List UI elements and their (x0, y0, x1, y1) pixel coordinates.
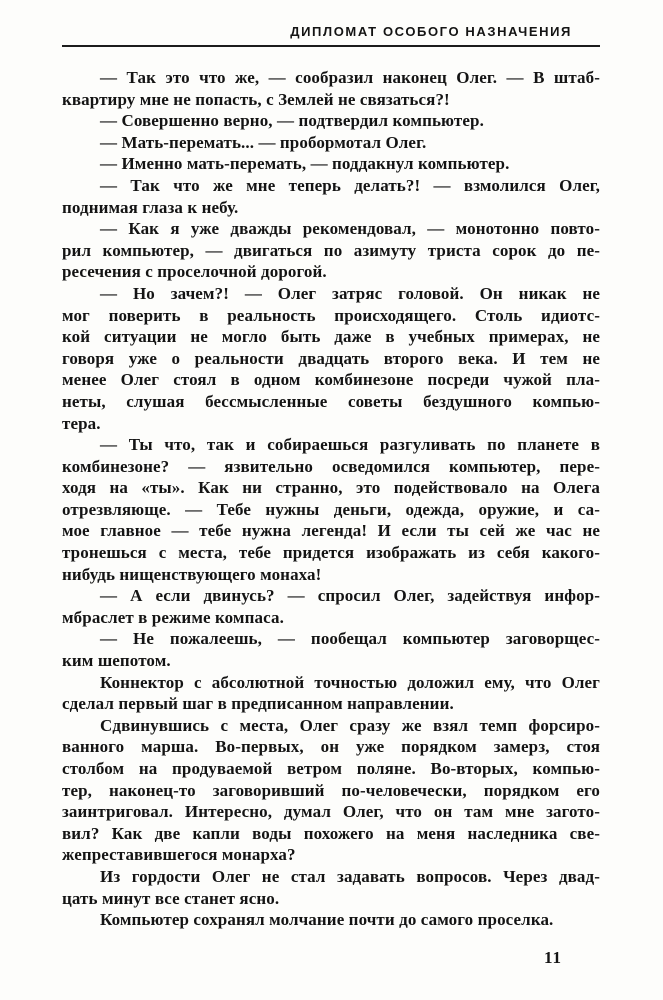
text-line: — Совершенно верно, — подтвердил компьютер. (100, 111, 484, 131)
text-line: заинтриговал. Интересно, думал Олег, что он там мне загото- (62, 802, 600, 822)
text-line: — Именно мать-перемать, — поддакнул компьютер. (100, 154, 510, 174)
text-line: говоря уже о реальности двадцать второго века. И тем не (62, 348, 600, 368)
text-line: отрезвляюще. — Тебе нужны деньги, одежда, оружие, и са- (62, 499, 600, 519)
running-header-title: ДИПЛОМАТ ОСОБОГО НАЗНАЧЕНИЯ (290, 24, 572, 39)
text-line: — Как я уже дважды рекомендовал, — монотонно повто- (100, 219, 600, 239)
paragraph (62, 628, 600, 671)
text-line: нибудь нищенствующего монаха! (62, 564, 322, 584)
paragraph (62, 67, 600, 110)
text-line: мог поверить в реальность происходящего. Столь идиотс- (62, 305, 600, 325)
text-line: вил? Как две капли воды похожего на меня наследника све- (62, 823, 600, 843)
text-line: — Так что же мне теперь делать?! — взмолился Олег, (100, 175, 600, 195)
paragraph (62, 909, 600, 931)
text-line: ресечения с проселочной дорогой. (62, 262, 327, 282)
text-line: Сдвинувшись с места, Олег сразу же взял темп форсиро- (100, 715, 600, 735)
text-line: — Ты что, так и собираешься разгуливать по планете в (100, 435, 600, 455)
text-line: цать минут все станет ясно. (62, 888, 280, 908)
text-line: неты, слушая бессмысленные советы бездушного компью- (62, 391, 600, 411)
paragraph (62, 218, 600, 283)
text-line: менее Олег стоял в одном комбинезоне посреди чужой пла- (62, 370, 600, 390)
text-line: мбраслет в режиме компаса. (62, 607, 284, 627)
text-line: ким шепотом. (62, 651, 171, 671)
paragraph (62, 866, 600, 909)
text-line: поднимая глаза к небу. (62, 197, 239, 217)
text-line: ходя на «ты». Как ни странно, это подействовало на Олега (62, 478, 600, 498)
header-rule (62, 45, 600, 47)
text-line: ванного марша. Во-первых, он уже порядком замерз, стоя (62, 737, 600, 757)
text-line: сделал первый шаг в предписанном направлении. (62, 694, 454, 714)
page-body (62, 67, 600, 931)
text-line: Компьютер сохранял молчание почти до самого проселка. (100, 910, 554, 930)
page-number: 11 (543, 947, 562, 967)
paragraph (62, 715, 600, 866)
text-line: жепреставившегося монарха? (62, 845, 296, 865)
text-line: тер, наконец-то заговоривший по-человечески, порядком его (62, 780, 600, 800)
paragraph (62, 585, 600, 628)
paragraph (62, 283, 600, 434)
text-line: мое главное — тебе нужна легенда! И если ты сей же час не (62, 521, 600, 541)
text-line: кой ситуации не могло быть даже в учебных примерах, не (62, 327, 600, 347)
text-line: Из гордости Олег не стал задавать вопросов. Через двад- (100, 866, 600, 886)
running-header (62, 24, 600, 47)
text-line: Коннектор с абсолютной точностью доложил ему, что Олег (100, 672, 600, 692)
text-line: столбом на продуваемой ветром поляне. Во-вторых, компью- (62, 759, 600, 778)
paragraph (62, 175, 600, 218)
text-line: — Мать-перемать... — пробормотал Олег. (100, 132, 427, 152)
text-line: — Так это что же, — сообразил наконец Олег. — В штаб- (100, 68, 600, 87)
paragraph (62, 153, 600, 175)
paragraph (62, 672, 600, 715)
text-line: тронешься с места, тебе придется изображать из себя какого- (62, 543, 600, 563)
paragraph (62, 110, 600, 132)
text-line: квартиру мне не попасть, с Землей не связаться?! (62, 89, 450, 109)
text-line: тера. (62, 413, 101, 433)
paragraph (62, 434, 600, 585)
paragraph (62, 132, 600, 154)
page-footer (62, 948, 600, 968)
text-line: комбинезоне? — язвительно осведомился компьютер, пере- (62, 456, 600, 476)
text-line: рил компьютер, — двигаться по азимуту триста сорок до пе- (62, 240, 600, 260)
text-line: — Не пожалеешь, — пообещал компьютер заговорщес- (100, 629, 600, 649)
text-line: — А если двинусь? — спросил Олег, задействуя инфор- (100, 586, 600, 606)
text-line: — Но зачем?! — Олег затряс головой. Он никак не (100, 283, 600, 303)
